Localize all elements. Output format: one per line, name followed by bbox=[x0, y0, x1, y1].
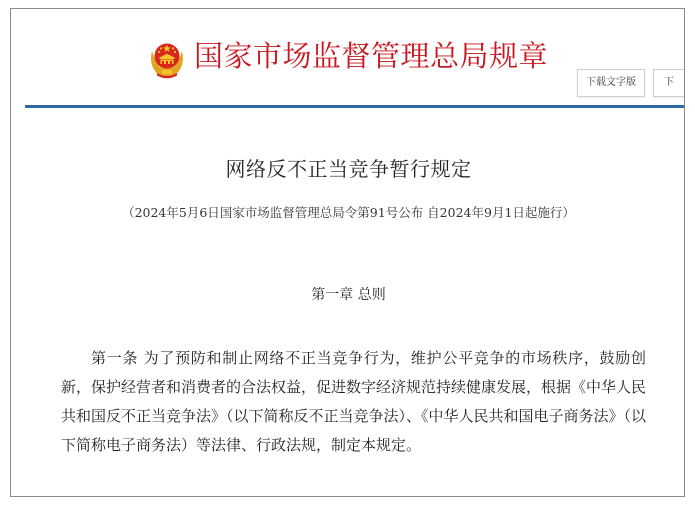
download-word-button[interactable]: 下 bbox=[653, 69, 685, 97]
header-divider bbox=[25, 105, 685, 108]
article-1-paragraph: 第一条 为了预防和制止网络不正当竞争行为，维护公平竞争的市场秩序，鼓励创新，保护经营者和消费者的合法权益，促进数字经济规范持续健康发展，根据《中华人民共和国反不正当竞争法》（以下简称反不正当竞争法）、《中华人民共和国电子商务法》（以下简称电子商务法）等法律、行政法规，制定本规定。 bbox=[61, 349, 647, 454]
site-header bbox=[11, 9, 684, 105]
site-title: 国家市场监督管理总局规章 bbox=[194, 39, 549, 73]
download-text-button[interactable]: 下载文字版 bbox=[577, 69, 645, 97]
document-title: 网络反不正当竞争暂行规定 bbox=[225, 157, 472, 181]
document-subtitle: （2024年5月6日国家市场监督管理总局令第91号公布 自2024年9月1日起施行） bbox=[122, 205, 575, 220]
national-emblem-icon bbox=[147, 37, 187, 81]
page-frame bbox=[10, 8, 685, 497]
chapter-heading: 第一章 总则 bbox=[311, 287, 386, 303]
